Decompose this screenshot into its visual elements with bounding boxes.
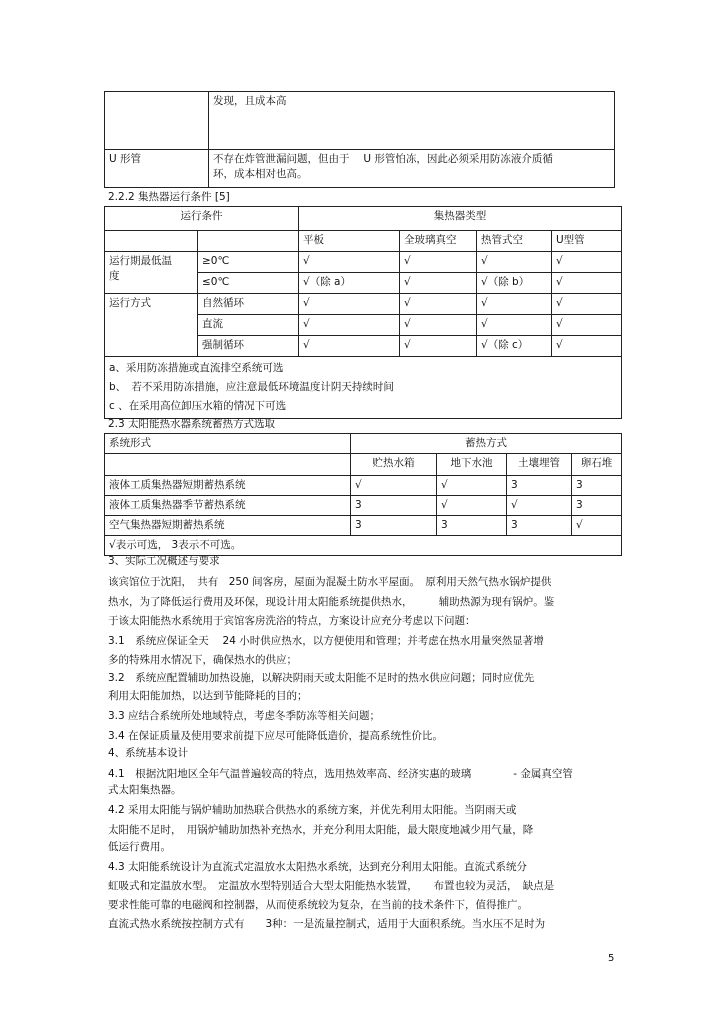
text-line: 太阳能不足时， 用锅炉辅助加热补充热水，并充分利用太阳能，最大限度地减少用气量，降 <box>108 824 534 836</box>
text-line: 该宾馆位于沈阳， 共有 250 间客房，屋面为混凝土防水平屋面。 原利用天然气热水锅炉提供 <box>108 576 552 588</box>
table-cell: √ <box>507 496 572 516</box>
cell-line: 不存在炸管泄漏问题，但由于 U 形管怕冻，因此必须采用防冻液介质循 <box>213 153 553 165</box>
table-storage-methods <box>104 433 622 556</box>
table-cell: 3 <box>507 476 572 496</box>
header-storage: 蓄热方式 <box>351 434 622 454</box>
sub-label: 强制循环 <box>198 336 299 357</box>
col-header: 贮热水箱 <box>351 454 437 476</box>
text-line: 要求性能可靠的电磁阀和控制器，从而使系统较为复杂，在当前的技术条件下，值得推广。 <box>108 899 528 911</box>
header-system: 系统形式 <box>105 434 351 454</box>
col-header: U型管 <box>552 231 622 252</box>
row-label: 液体工质集热器短期蓄热系统 <box>105 476 351 496</box>
table-cell: √ <box>400 294 477 315</box>
text-line: 4.2 采用太阳能与锅炉辅助加热联合供热水的系统方案，并优先利用太阳能。当阴雨天或 <box>108 804 517 816</box>
sub-label: ≤0℃ <box>198 273 299 294</box>
table-cell <box>105 92 209 150</box>
table-cell <box>209 150 615 188</box>
table-cell: √ <box>477 294 552 315</box>
text-line: 式太阳集热器。 <box>108 784 182 796</box>
sub-label: 自然循环 <box>198 294 299 315</box>
table-cell: √ <box>299 252 400 273</box>
table-cell: √ <box>400 252 477 273</box>
table-cell: 3 <box>351 516 437 536</box>
sub-label: ≥0℃ <box>198 252 299 273</box>
table-cell: 3 <box>572 476 622 496</box>
table-cell: √ <box>477 252 552 273</box>
header-collector-type: 集热器类型 <box>299 207 622 231</box>
table-tube-comparison <box>104 91 615 188</box>
table-cell: 3 <box>572 496 622 516</box>
note-line: b、 若不采用防冻措施，应注意最低环境温度计阴天持续时间 <box>109 381 394 393</box>
header-condition: 运行条件 <box>105 207 299 231</box>
table-cell: √ <box>437 476 507 496</box>
table-cell: 3 <box>507 516 572 536</box>
row-label-temperature <box>105 252 198 294</box>
table-note: √表示可选， 3表示不可选。 <box>105 536 622 556</box>
table-cell: √ <box>400 315 477 336</box>
table-cell: √（除 a） <box>299 273 400 294</box>
col-header: 平板 <box>299 231 400 252</box>
col-header: 全玻璃真空 <box>400 231 477 252</box>
section-heading-222: 2.2.2 集热器运行条件 [5] <box>108 191 230 203</box>
table-cell: √ <box>552 315 622 336</box>
text-line: 3.1 系统应保证全天 24 小时供应热水，以方便使用和管理；并考虑在热水用量突然显著增 <box>108 635 544 647</box>
table-cell <box>105 231 198 252</box>
note-line: a、采用防冻措施或直流排空系统可选 <box>109 362 284 374</box>
table-cell <box>198 231 299 252</box>
table-cell: √ <box>400 273 477 294</box>
table-cell: √ <box>351 476 437 496</box>
table-notes <box>105 357 622 419</box>
text-line: 4.1 根据沈阳地区全年气温普遍较高的特点，选用热效率高、经济实惠的玻璃 - 金属真空管 <box>108 768 573 780</box>
text-line: 4、系统基本设计 <box>108 747 189 759</box>
table-cell: √ <box>552 252 622 273</box>
sub-label: 直流 <box>198 315 299 336</box>
col-header: 卵石堆 <box>572 454 622 476</box>
row-label: 空气集热器短期蓄热系统 <box>105 516 351 536</box>
table-cell: 发现，且成本高 <box>209 92 615 150</box>
text-line: 低运行费用。 <box>108 841 171 853</box>
table-cell: √ <box>572 516 622 536</box>
cell-line: 环，成本相对也高。 <box>213 168 308 180</box>
table-cell: 3 <box>351 496 437 516</box>
table-cell: √ <box>400 336 477 357</box>
section-heading-23: 2.3 太阳能热水器系统蓄热方式选取 <box>108 418 276 430</box>
table-cell <box>105 454 351 476</box>
col-header: 土壤埋管 <box>507 454 572 476</box>
text-line: 多的特殊用水情况下，确保热水的供应； <box>108 654 297 666</box>
table-cell: √ <box>552 294 622 315</box>
table-cell: √ <box>552 273 622 294</box>
text-line: 4.3 太阳能系统设计为直流式定温放水太阳热水系统，达到充分利用太阳能。直流式系统分 <box>108 861 528 873</box>
text-line: 利用太阳能加热，以达到节能降耗的目的； <box>108 690 308 702</box>
text-line: 3、实际工况概述与要求 <box>108 555 220 567</box>
row-label-line: 运行期最低温 <box>109 255 172 267</box>
table-cell: 3 <box>437 516 507 536</box>
text-line: 3.3 应结合系统所处地域特点，考虑冬季防冻等相关问题； <box>108 710 381 722</box>
table-cell: √（除 c） <box>477 336 552 357</box>
table-cell: √ <box>477 315 552 336</box>
page-number: 5 <box>608 953 615 964</box>
col-header: 热管式空 <box>477 231 552 252</box>
row-label-line: 度 <box>109 270 120 282</box>
table-cell: √ <box>437 496 507 516</box>
table-cell: √ <box>299 315 400 336</box>
table-cell: √（除 b） <box>477 273 552 294</box>
table-collector-conditions <box>104 206 622 419</box>
text-line: 热水，为了降低运行费用及环保，现设计用太阳能系统提供热水， 辅助热源为现有锅炉。鉴 <box>108 596 555 608</box>
row-label: 液体工质集热器季节蓄热系统 <box>105 496 351 516</box>
table-cell: √ <box>552 336 622 357</box>
table-cell: U 形管 <box>105 150 209 188</box>
row-label-mode: 运行方式 <box>105 294 198 357</box>
text-line: 于该太阳能热水系统用于宾馆客房洗浴的特点，方案设计应充分考虑以下问题： <box>108 615 476 627</box>
note-line: c 、在采用高位卸压水箱的情况下可选 <box>109 400 287 412</box>
col-header: 地下水池 <box>437 454 507 476</box>
text-line: 直流式热水系统按控制方式有 3种：一是流量控制式，适用于大面积系统。当水压不足时为 <box>108 918 546 930</box>
text-line: 3.4 在保证质量及使用要求前提下应尽可能降低造价，提高系统性价比。 <box>108 730 444 742</box>
text-line: 虹吸式和定温放水型。 定温放水型特别适合大型太阳能热水装置， 布置也较为灵活， 缺点是 <box>108 880 555 892</box>
text-line: 3.2 系统应配置辅助加热设施，以解决阴雨天或太阳能不足时的热水供应问题；同时应优先 <box>108 672 535 684</box>
table-cell: √ <box>299 294 400 315</box>
table-cell: √ <box>299 336 400 357</box>
